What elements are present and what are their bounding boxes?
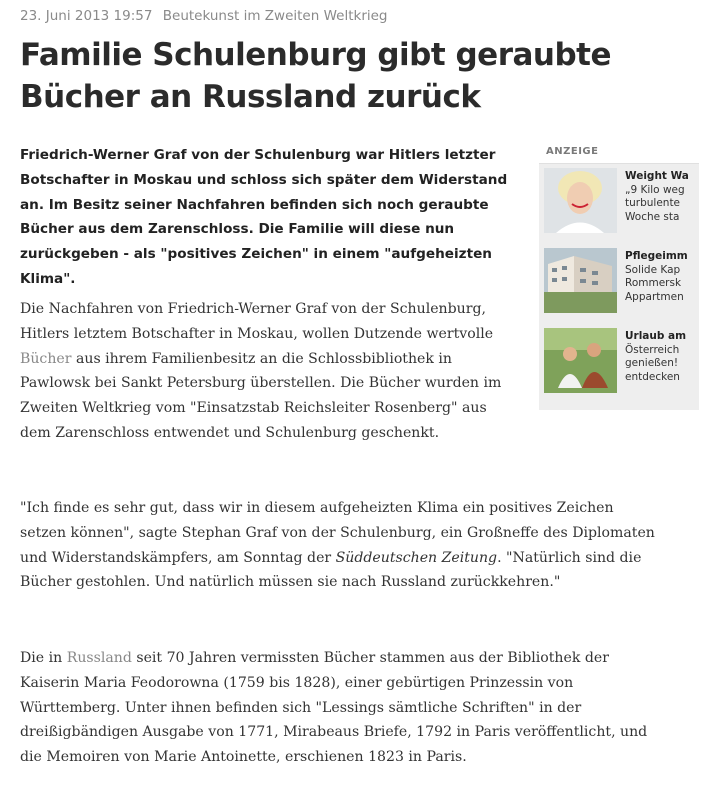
ad-line: Woche sta: [625, 210, 680, 223]
article-lead: Friedrich-Werner Graf von der Schulenburg war Hitlers letzter Botschafter in Moskau und schloss sich später dem Widerstand an. Im Besitz seiner Nachfahren befinden sich noch geraubte Bücher aus dem Zarenschloss. Die Familie will diese nun zurückgeben - als "positives Zeichen" in einem "aufgeheizten Klima".: [20, 147, 508, 287]
ad-box: [539, 163, 699, 410]
ad-text: [625, 250, 705, 304]
ad-title: Urlaub am: [625, 330, 687, 342]
ad-thumb-woman-portrait: [544, 168, 617, 233]
paragraph-3: [20, 646, 670, 770]
p1-text-b: aus ihrem Familienbesitz an die Schlossbibliothek in Pawlowsk bei Sankt Petersburg überstellen. Die Bücher wurden im Zweiten Weltkrieg vom "Einsatzstab Reichsleiter Rosenberg" aus dem Zarenschloss entwendet und Schulenburg geschenkt.: [20, 350, 502, 441]
ad-line: entdecken: [625, 370, 680, 383]
ad-line: Appartmen: [625, 290, 684, 303]
article-meta: [20, 8, 388, 24]
ad-line: genießen!: [625, 357, 679, 369]
publish-date: 23. Juni 2013 19:57: [20, 8, 153, 24]
ad-title: Pflegeimm: [625, 250, 688, 262]
paragraph-2: [20, 496, 660, 595]
ad-line: Solide Kap: [625, 263, 681, 276]
headline-line-2: Bücher an Russland zurück: [20, 79, 481, 115]
ad-item-pflegeimmobilie[interactable]: [539, 244, 699, 320]
ad-label: ANZEIGE: [546, 146, 599, 157]
ad-line: „9 Kilo weg: [625, 183, 685, 196]
link-russland[interactable]: Russland: [66, 650, 132, 666]
link-buecher[interactable]: Bücher: [20, 350, 72, 367]
newspaper-name: Süddeutschen Zeitung: [335, 549, 498, 566]
headline-line-1: Familie Schulenburg gibt geraubte: [20, 37, 612, 73]
ad-thumb-apartment-building: [544, 248, 617, 313]
ad-line: Rommersk: [625, 277, 682, 289]
ad-text: [625, 170, 705, 224]
p3-text-b: seit 70 Jahren vermissten Bücher stammen aus der Bibliothek der Kaiserin Maria Feodorowna (1759 bis 1828), einer gebürtigen Prinzessin von Württemberg. Unter ihnen befinden sich "Lessings sämtliche Schriften" in der dreißigbändigen Ausgabe von 1771, Mirabeaus Briefe, 1792 in Paris veröffentlicht, und die Memoiren von Marie Antoinette, erschienen 1823 in Paris.: [20, 650, 648, 766]
ad-item-weight-watchers[interactable]: [539, 164, 699, 240]
article-headline: [20, 34, 660, 118]
ad-line: Österreich: [625, 343, 680, 356]
p1-text-a: Die Nachfahren von Friedrich-Werner Graf von der Schulenburg, Hitlers letztem Botschafter in Moskau, wollen Dutzende wertvolle: [20, 301, 494, 342]
paragraph-1: [20, 297, 520, 446]
p2-text-a: "Ich finde es sehr gut, dass wir in diesem aufgeheizten Klima ein positives Zeichen setzen können", sagte Stephan Graf von der Schulenburg, ein Großneffe des Diplomaten und Widerstandskämpfers, am Sonntag der: [20, 500, 655, 566]
p2-text-b: . "Natürlich sind die Bücher gestohlen. Und natürlich müssen sie nach Russland zurückkehren.": [20, 549, 642, 591]
ad-item-urlaub[interactable]: [539, 324, 699, 400]
article-kicker: Beutekunst im Zweiten Weltkrieg: [162, 8, 388, 24]
p3-text-a: Die in: [20, 650, 67, 666]
ad-thumb-couple-outdoors: [544, 328, 617, 393]
ad-sidebar: [539, 143, 699, 413]
ad-line: turbulente: [625, 197, 681, 209]
ad-text: [625, 330, 705, 384]
ad-title: Weight Wa: [625, 170, 689, 182]
